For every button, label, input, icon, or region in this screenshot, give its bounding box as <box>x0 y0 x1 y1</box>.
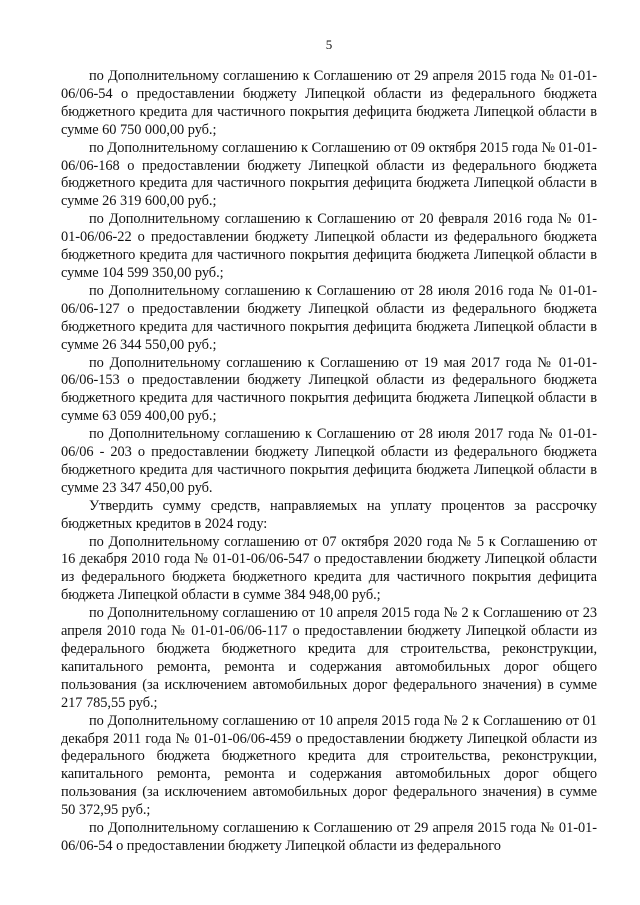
paragraph-interest-2010-04-23: по Дополнительному соглашению от 10 апреля 2015 года № 2 к Соглашению от 23 апреля 2010 года № 01-01-06/06-117 о предоставлении бюджету Липецкой области из федерального бюджета бюджетного кредита для строительства, реконструкции, капитального ремонта, ремонта и содержания автомобильных дорог общего пользования (за исключением автомобильных дорог федерального значения) в сумме 217 785,55 руб.; <box>61 605 597 711</box>
paragraph-agreement-2015-04-29: по Дополнительному соглашению к Соглашению от 29 апреля 2015 года № 01-01-06/06-54 о предоставлении бюджету Липецкой области из федерального бюджета бюджетного кредита для частичного покрытия дефицита бюджета Липецкой области в сумме 60 750 000,00 руб.; <box>61 68 597 138</box>
paragraph-agreement-2017-07-28: по Дополнительному соглашению к Соглашению от 28 июля 2017 года № 01-01-06/06 - 203 о предоставлении бюджету Липецкой области из федерального бюджета бюджетного кредита для частичного покрытия дефицита бюджета Липецкой области в сумме 23 347 450,00 руб. <box>61 426 597 496</box>
paragraph-agreement-2016-02-20: по Дополнительному соглашению к Соглашению от 20 февраля 2016 года № 01-01-06/06-22 о предоставлении бюджету Липецкой области из федерального бюджета бюджетного кредита для частичного покрытия дефицита бюджета Липецкой области в сумме 104 599 350,00 руб.; <box>61 211 597 281</box>
paragraph-agreement-2015-10-09: по Дополнительному соглашению к Соглашению от 09 октября 2015 года № 01-01-06/06-168 о предоставлении бюджету Липецкой области из федерального бюджета бюджетного кредита для частичного покрытия дефицита бюджета Липецкой области в сумме 26 319 600,00 руб.; <box>61 139 597 210</box>
paragraph-agreement-2016-07-28: по Дополнительному соглашению к Соглашению от 28 июля 2016 года № 01-01-06/06-127 о предоставлении бюджету Липецкой области из федерального бюджета бюджетного кредита для частичного покрытия дефицита бюджета Липецкой области в сумме 26 344 550,00 руб.; <box>61 282 597 353</box>
paragraph-interest-2015-04-29: по Дополнительному соглашению к Соглашению от 29 апреля 2015 года № 01-01-06/06-54 о предоставлении бюджету Липецкой области из федерального <box>61 820 597 854</box>
page-number: 5 <box>325 37 333 52</box>
document-body <box>61 68 597 856</box>
paragraph-interest-approval: Утвердить сумму средств, направляемых на уплату процентов за рассрочку бюджетных кредитов в 2024 году: <box>61 497 597 532</box>
paragraph-interest-2010-12-16: по Дополнительному соглашению от 07 октября 2020 года № 5 к Соглашению от 16 декабря 2010 года № 01-01-06/06-547 о предоставлении бюджету Липецкой области из федерального бюджета бюджетного кредита для частичного покрытия дефицита бюджета Липецкой области в сумме 384 948,00 руб.; <box>61 533 597 604</box>
paragraph-interest-2011-12-01: по Дополнительному соглашению от 10 апреля 2015 года № 2 к Соглашению от 01 декабря 2011 года № 01-01-06/06-459 о предоставлении бюджету Липецкой области из федерального бюджета бюджетного кредита для строительства, реконструкции, капитального ремонта, ремонта и содержания автомобильных дорог общего пользования (за исключением автомобильных дорог федерального значения) в сумме 50 372,95 руб.; <box>61 712 597 819</box>
paragraph-agreement-2017-05-19: по Дополнительному соглашению к Соглашению от 19 мая 2017 года № 01-01-06/06-153 о предоставлении бюджету Липецкой области из федерального бюджета бюджетного кредита для частичного покрытия дефицита бюджета Липецкой области в сумме 63 059 400,00 руб.; <box>61 354 597 425</box>
